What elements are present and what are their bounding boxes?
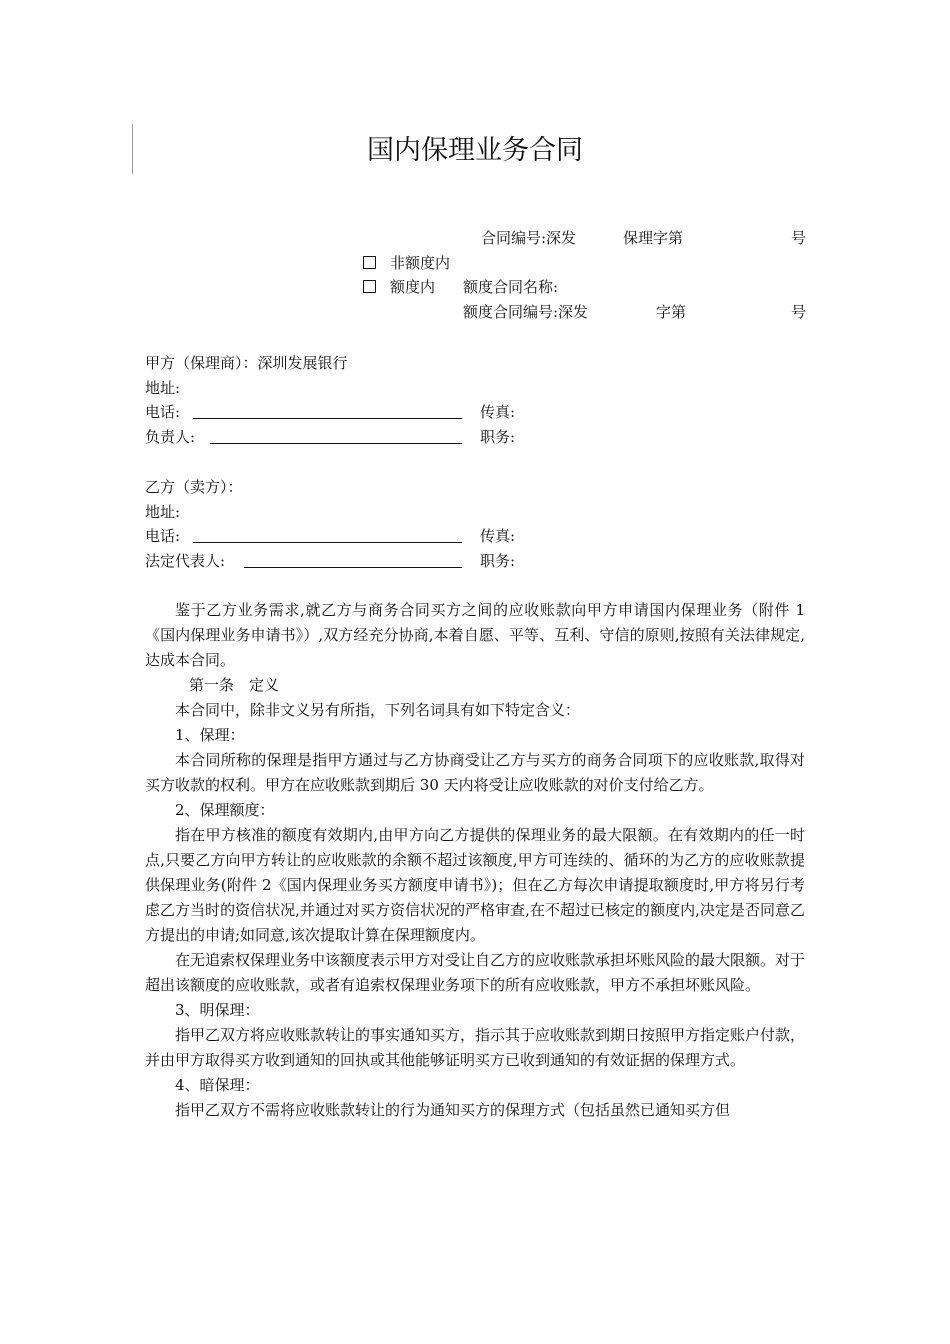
contract-no-end: 号: [791, 229, 807, 247]
party-b-fax-label: 传真:: [480, 527, 516, 545]
option-non-quota[interactable]: [363, 251, 450, 275]
item-1-text: 本合同所称的保理是指甲方通过与乙方协商受让乙方与买方的商务合同项下的应收账款,取得对买方收款的权利。甲方在应收账款到期后 30 天内将受让应收账款的对价支付给乙方。: [145, 751, 805, 794]
party-a-phone-line[interactable]: [193, 418, 462, 419]
party-b-address-label: 地址:: [145, 503, 181, 521]
checkbox-icon[interactable]: [363, 256, 376, 269]
contract-no-mid: 保理字第: [623, 229, 684, 247]
party-a-address-label: 地址:: [145, 379, 181, 397]
item-2-text-2: 在无追索权保理业务中该额度表示甲方对受让自乙方的应收账款承担坏账风险的最大限额。对于超出该额度的应收账款，或者有追索权保理业务项下的所有应收账款，甲方不承担坏账风险。: [145, 951, 806, 994]
article-1-heading: 第一条 定义: [189, 676, 280, 694]
quota-contract-no-label: 额度合同编号:深发: [463, 303, 589, 321]
party-a-title-label: 职务:: [480, 428, 516, 446]
option-non-quota-label: 非额度内: [390, 254, 451, 272]
item-4-title: 4、暗保理：: [175, 1076, 260, 1094]
party-a-fax-label: 传真:: [480, 403, 516, 421]
party-b-rep-label: 法定代表人:: [145, 552, 226, 570]
option-quota[interactable]: [363, 275, 435, 299]
party-a-person-label: 负责人:: [145, 428, 196, 446]
contract-no-label: 合同编号:深发: [481, 229, 577, 247]
item-3-title: 3、明保理：: [175, 1001, 260, 1019]
checkbox-icon[interactable]: [363, 280, 376, 293]
item-2-text: 指在甲方核准的额度有效期内,由甲方向乙方提供的保理业务的最大限额。在有效期内的任一时点,只要乙方向甲方转让的应收账款的余额不超过该额度,甲方可连续的、循环的为乙方的应收账款提供保理业务(附件 2《国内保理业务买方额度申请书》)；但在乙方每次申请提取额度时,甲方将另行考虑乙方当时的资信状况,并通过对买方资信状况的严格审查,在不超过已核定的额度内,决定是否同意乙方提出的申请;如同意,该次提取计算在保理额度内。: [145, 826, 805, 944]
party-b-phone-label: 电话:: [145, 527, 181, 545]
quota-contract-name-label: 额度合同名称:: [463, 278, 559, 296]
quota-contract-no-end: 号: [791, 303, 807, 321]
preamble: 鉴于乙方业务需求,就乙方与商务合同买方之间的应收账款向甲方申请国内保理业务（附件 1《国内保理业务申请书》）,双方经充分协商,本着自愿、平等、互利、守信的原则,按照有关法律规定,达成本合同。: [145, 601, 805, 669]
item-3-text: 指甲乙双方将应收账款转让的事实通知买方，指示其于应收账款到期日按照甲方指定账户付款，并由甲方取得买方收到通知的回执或其他能够证明买方已收到通知的有效证据的保理方式。: [145, 1026, 806, 1069]
definitions-intro: 本合同中，除非文义另有所指，下列名词具有如下特定含义：: [175, 701, 581, 719]
party-a-name: 甲方（保理商）：深圳发展银行: [145, 354, 348, 372]
item-1-title: 1、保理：: [175, 726, 245, 744]
party-b-phone-line[interactable]: [193, 542, 462, 543]
party-b-rep-line[interactable]: [244, 567, 462, 568]
party-a-person-line[interactable]: [210, 443, 462, 444]
party-b-name: 乙方（卖方）：: [145, 478, 243, 496]
item-4-text: 指甲乙双方不需将应收账款转让的行为通知买方的保理方式（包括虽然已通知买方但: [175, 1101, 731, 1119]
quota-contract-no-mid: 字第: [656, 303, 687, 321]
option-quota-label: 额度内: [390, 278, 436, 296]
party-a-phone-label: 电话:: [145, 403, 181, 421]
page-title: 国内保理业务合同: [367, 135, 583, 166]
contract-body: [145, 598, 805, 1123]
item-2-title: 2、保理额度：: [175, 801, 275, 819]
party-b-title-label: 职务:: [480, 552, 516, 570]
